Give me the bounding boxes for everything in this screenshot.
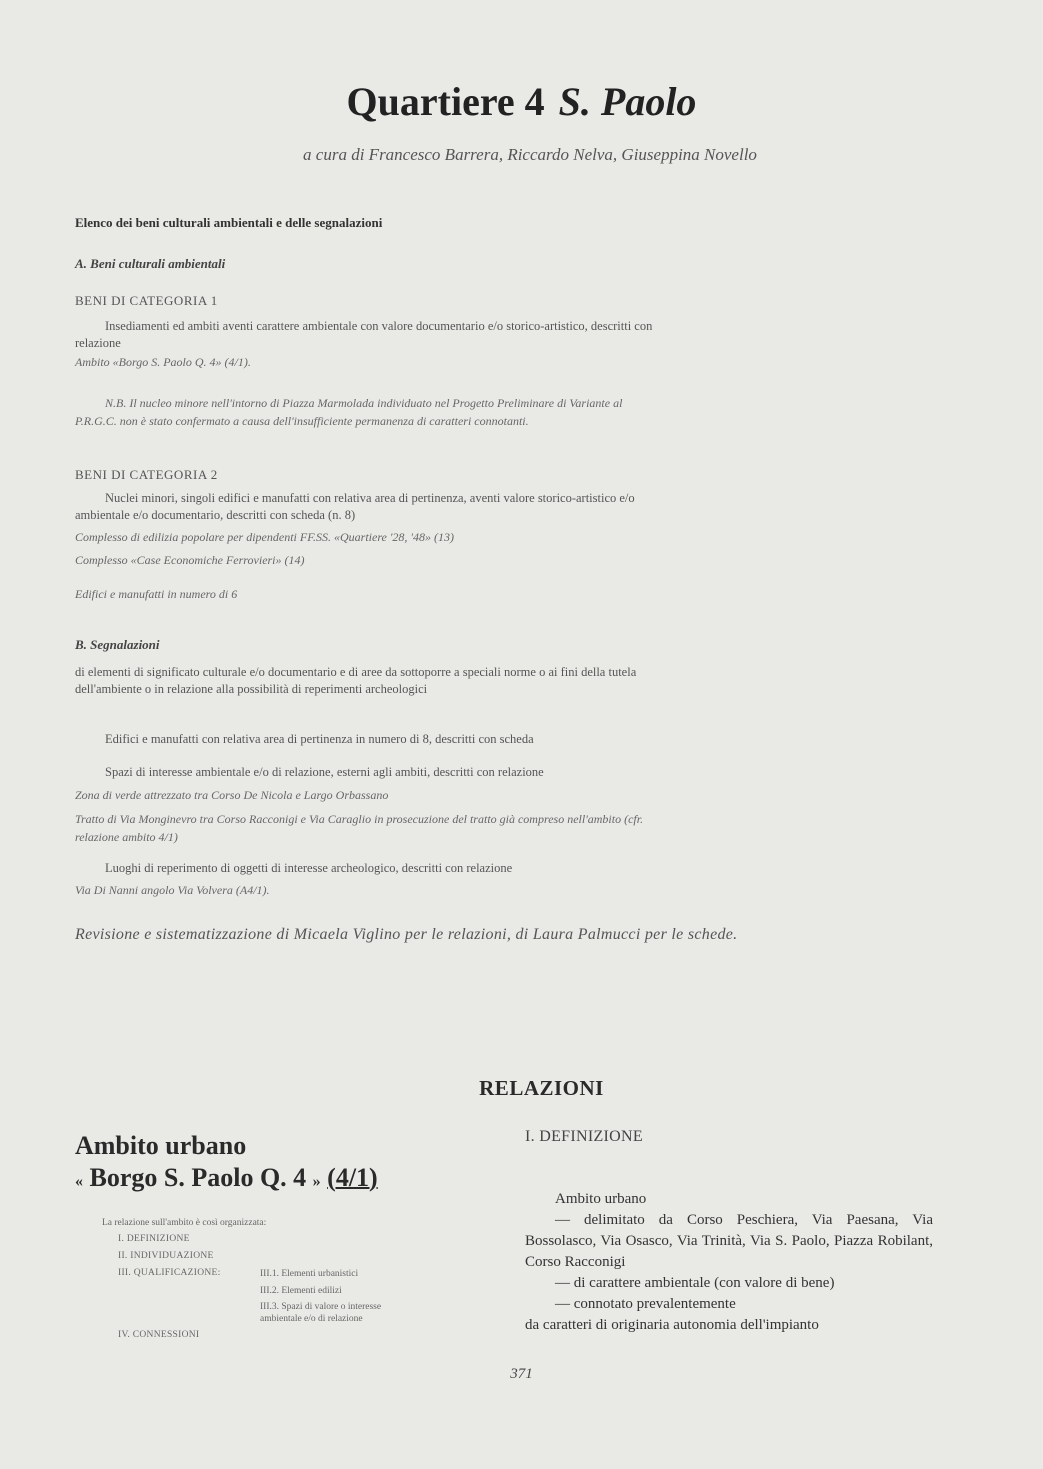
category-2-heading: BENI DI CATEGORIA 2 (75, 467, 218, 482)
toc-item-i: I. DEFINIZIONE (118, 1234, 190, 1244)
toc-item-iv: IV. CONNESSIONI (118, 1330, 200, 1340)
ambito-title-line2 (75, 1162, 378, 1198)
ambito-title (75, 1130, 378, 1198)
via-nanni-line: Via Di Nanni angolo Via Volvera (A4/1). (75, 883, 270, 897)
page-title (0, 78, 1043, 125)
nb-note: N.B. Il nucleo minore nell'intorno di Piazza Marmolada individuato nel Progetto Preliminare di Variante al P.R.G.C. non è stato confermato a causa dell'insufficiente permanenza di caratteri connotanti. (75, 396, 623, 428)
ambito-code: (4/1) (327, 1163, 378, 1192)
section-a-heading: A. Beni culturali ambientali (75, 256, 226, 271)
category-1-heading: BENI DI CATEGORIA 1 (75, 293, 218, 308)
definizione-line-5: da caratteri di originaria autonomia dell'impianto (525, 1317, 819, 1333)
segnalazioni-text: di elementi di significato culturale e/o documentario e di aree da sottoporre a speciali norme o ai fini della tutela dell'ambiente o in relazione alla possibilità di reperimenti archeologici (75, 665, 637, 696)
complesso-14-line: Complesso «Case Economiche Ferrovieri» (14) (75, 553, 305, 567)
tratto-monginevro-text: Tratto di Via Monginevro tra Corso Racconigi e Via Caraglio in prosecuzione del tratto già compreso nell'ambito (cfr. relazione ambito 4/1) (75, 812, 644, 844)
definizione-line-3: — di carattere ambientale (con valore di bene) (555, 1275, 835, 1291)
elenco-heading: Elenco dei beni culturali ambientali e delle segnalazioni (75, 215, 383, 230)
zona-verde-line: Zona di verde attrezzato tra Corso De Nicola e Largo Orbassano (75, 788, 389, 802)
toc-item-iii-3: III.3. Spazi di valore o interesse ambientale e/o di relazione (260, 1302, 382, 1324)
definizione-line-4: — connotato prevalentemente (555, 1296, 736, 1312)
ambito-title-line1: Ambito urbano (75, 1131, 247, 1160)
complesso-13-line: Complesso di edilizia popolare per dipendenti FF.SS. «Quartiere '28, '48» (13) (75, 530, 454, 544)
toc-intro: La relazione sull'ambito è così organizzata: (102, 1218, 267, 1228)
spazi-line: Spazi di interesse ambientale e/o di relazione, esterni agli ambiti, descritti con relazione (105, 765, 544, 779)
page-number: 371 (510, 1366, 533, 1382)
toc-item-iii-2: III.2. Elementi edilizi (260, 1286, 342, 1296)
definizione-line-1: Ambito urbano (555, 1191, 647, 1207)
toc-item-iii: III. QUALIFICAZIONE: (118, 1268, 221, 1278)
toc-item-ii: II. INDIVIDUAZIONE (118, 1251, 214, 1261)
definizione-body (525, 1189, 933, 1336)
definizione-heading: I. DEFINIZIONE (525, 1128, 643, 1145)
title-main: Quartiere 4 (346, 79, 545, 124)
ambito-open-quote: « (75, 1173, 83, 1190)
luoghi-line: Luoghi di reperimento di oggetti di interesse archeologico, descritti con relazione (105, 861, 513, 875)
ambito-name: Borgo S. Paolo Q. 4 (89, 1163, 307, 1192)
category-2-text: Nuclei minori, singoli edifici e manufatti con relativa area di pertinenza, aventi valore storico-artistico e/o ambientale e/o documentario, descritti con scheda (n. 8) (75, 491, 635, 522)
category-1-text: Insediamenti ed ambiti aventi carattere ambientale con valore documentario e/o storico-artistico, descritti con relazione (75, 319, 653, 350)
toc-item-iii-1: III.1. Elementi urbanistici (260, 1269, 359, 1279)
edifici-6-line: Edifici e manufatti in numero di 6 (75, 587, 238, 601)
edifici-8-line: Edifici e manufatti con relativa area di pertinenza in numero di 8, descritti con scheda (105, 732, 534, 746)
title-italic: S. Paolo (558, 79, 697, 124)
relazioni-heading: RELAZIONI (479, 1076, 604, 1100)
definizione-line-2: — delimitato da Corso Peschiera, Via Paesana, Via Bossolasco, Via Osasco, Via Trinità, Via S. Paolo, Piazza Robilant, Corso Racconigi (525, 1212, 933, 1270)
ambito-4-1-line: Ambito «Borgo S. Paolo Q. 4» (4/1). (75, 355, 251, 369)
subtitle-authors: a cura di Francesco Barrera, Riccardo Nelva, Giuseppina Novello (303, 145, 757, 164)
ambito-close-quote: » (312, 1173, 321, 1190)
section-b-heading: B. Segnalazioni (75, 637, 160, 652)
revisione-credit: Revisione e sistematizzazione di Micaela Viglino per le relazioni, di Laura Palmucci per le schede. (75, 926, 738, 943)
